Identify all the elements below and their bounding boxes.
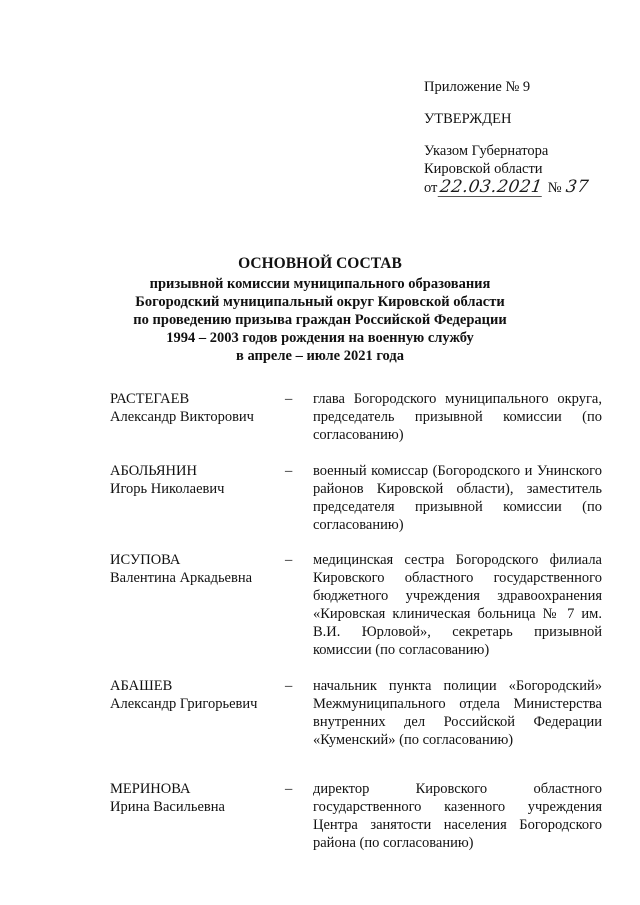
- commission-members-list: [110, 390, 602, 852]
- member-surname: МЕРИНОВА: [110, 781, 191, 797]
- member-name: [110, 551, 285, 659]
- member-given-name: Игорь Николаевич: [110, 481, 225, 497]
- member-role: глава Богородского муниципального округа, председатель призывной комиссии (по согласованию): [313, 391, 602, 443]
- member-dash: –: [285, 678, 293, 694]
- approved-label: УТВЕРЖДЕН: [424, 111, 512, 127]
- title-line: 1994 – 2003 годов рождения на военную службу: [166, 330, 474, 346]
- title-line: в апреле – июле 2021 года: [236, 348, 404, 364]
- member-role: начальник пункта полиции «Богородский» Межмуниципального отдела Министерства внутренних дел Российской Федерации «Куменский» (по согласованию): [313, 678, 602, 748]
- handwritten-number: 37: [564, 177, 590, 197]
- member-role: директор Кировского областного государственного казенного учреждения Центра занятости населения Богородского района (по согласованию): [313, 781, 602, 851]
- member-name: [110, 462, 285, 534]
- member-given-name: Ирина Васильевна: [110, 799, 225, 815]
- appendix-label: Приложение № 9: [424, 79, 531, 95]
- decree-date-row: [424, 178, 634, 197]
- member-surname: РАСТЕГАЕВ: [110, 391, 190, 407]
- member-given-name: Александр Викторович: [110, 409, 254, 425]
- handwritten-date: 22.03.2021: [439, 177, 545, 197]
- member-dash: –: [285, 463, 293, 479]
- member-dash: –: [285, 391, 293, 407]
- title-main: ОСНОВНОЙ СОСТАВ: [238, 255, 402, 272]
- title-line: Богородский муниципальный округ Кировской области: [135, 294, 505, 310]
- member-dash: –: [285, 781, 293, 797]
- approval-block: [424, 78, 634, 197]
- title-line: по проведению призыва граждан Российской Федерации: [133, 312, 507, 328]
- member-role: медицинская сестра Богородского филиала Кировского областного государственного бюджетного учреждения здравоохранения «Кировская клиническая больница № 7 им. В.И. Юрловой», секретарь призывной комиссии (по согласованию): [313, 552, 602, 658]
- member-dash: –: [285, 552, 293, 568]
- member-row: [110, 390, 602, 444]
- title-line: призывной комиссии муниципального образования: [149, 276, 491, 292]
- number-sign: №: [547, 180, 562, 196]
- document-title: [100, 255, 540, 365]
- member-surname: АБОЛЬЯНИН: [110, 463, 197, 479]
- decree-line-1: Указом Губернатора: [424, 143, 549, 159]
- member-row: [110, 462, 602, 534]
- from-prefix: от: [424, 180, 438, 196]
- member-name: [110, 677, 285, 749]
- decree-line-2: Кировской области: [424, 161, 543, 177]
- member-name: [110, 390, 285, 444]
- member-row: [110, 551, 602, 659]
- member-row: [110, 677, 602, 749]
- member-row: [110, 780, 602, 852]
- member-surname: ИСУПОВА: [110, 552, 181, 568]
- member-given-name: Валентина Аркадьевна: [110, 570, 253, 586]
- member-surname: АБАШЕВ: [110, 678, 173, 694]
- member-given-name: Александр Григорьевич: [110, 696, 258, 712]
- member-role: военный комиссар (Богородского и Унинского районов Кировской области), заместитель председателя призывной комиссии (по согласованию): [313, 463, 602, 533]
- member-name: [110, 780, 285, 852]
